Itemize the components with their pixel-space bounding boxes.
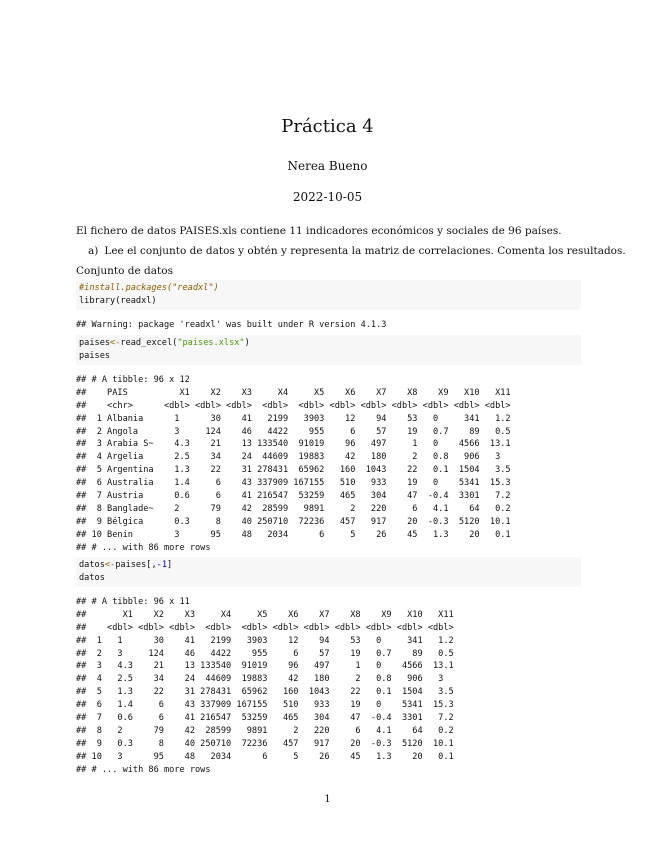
output-tibble-paises	[76, 374, 596, 554]
output-line: ## 7 0.6 6 41 216547 53259 465 304 47 -0.4 3301 7.2	[76, 713, 454, 724]
output-line: ## Warning: package 'readxl' was built under R version 4.1.3	[76, 320, 387, 330]
output-line: ## 2 Angola 3 124 46 4422 955 6 57 19 0.7 89 0.5	[76, 426, 511, 437]
output-line: ## 8 Banglade~ 2 79 42 28599 9891 2 220 6 4.1 64 0.2	[76, 503, 511, 514]
page-number: 1	[324, 794, 331, 805]
output-line: ## 3 Arabia S~ 4.3 21 13 133540 91019 96 497 1 0 4566 13.1	[76, 439, 511, 450]
code-line: datos	[79, 573, 105, 583]
code-token: datos	[79, 560, 105, 570]
document-author: Nerea Bueno	[287, 159, 368, 173]
intro-paragraph: El fichero de datos PAISES.xls contiene 11 indicadores económicos y sociales de 96 países.	[76, 225, 562, 237]
output-line: ## 4 2.5 34 24 44609 19883 42 180 2 0.8 906 3	[76, 674, 444, 685]
output-line: ## 6 Australia 1.4 6 43 337909 167155 510 933 19 0 5341 15.3	[76, 478, 511, 489]
code-token: paises[,	[115, 560, 157, 570]
output-line: ## <chr> <dbl> <dbl> <dbl> <dbl> <dbl> <dbl> <dbl> <dbl> <dbl> <dbl> <dbl>	[76, 400, 511, 411]
output-line: ## 5 Argentina 1.3 22 31 278431 65962 160 1043 22 0.1 1504 3.5	[76, 465, 511, 476]
document-date: 2022-10-05	[292, 190, 363, 204]
output-line: ## 5 1.3 22 31 278431 65962 160 1043 22 0.1 1504 3.5	[76, 687, 454, 698]
output-line: ## # ... with 86 more rows	[76, 542, 211, 553]
output-line: ## 3 4.3 21 13 133540 91019 96 497 1 0 4566 13.1	[76, 661, 454, 672]
output-line: ## 4 Argelia 2.5 34 24 44609 19883 42 180 2 0.8 906 3	[76, 452, 501, 463]
output-line: ## 2 3 124 46 4422 955 6 57 19 0.7 89 0.5	[76, 648, 454, 659]
code-block-datos	[76, 557, 581, 587]
code-token: "paises.xlsx"	[177, 338, 245, 348]
code-token: paises	[79, 338, 111, 348]
output-line: ## PAIS X1 X2 X3 X4 X5 X6 X7 X8 X9 X10 X11	[76, 387, 511, 398]
output-line: ## 10 3 95 48 2034 6 5 26 45 1.3 20 0.1	[76, 751, 454, 762]
code-token: <-	[110, 338, 121, 348]
output-line: ## <dbl> <dbl> <dbl> <dbl> <dbl> <dbl> <dbl> <dbl> <dbl> <dbl> <dbl>	[76, 622, 454, 633]
exercise-item	[88, 244, 626, 258]
output-line: ## X1 X2 X3 X4 X5 X6 X7 X8 X9 X10 X11	[76, 609, 454, 620]
output-line: ## 9 0.3 8 40 250710 72236 457 917 20 -0.3 5120 10.1	[76, 738, 454, 749]
code-line: paises	[79, 351, 111, 361]
code-line	[79, 337, 578, 350]
exercise-text: Lee el conjunto de datos y obtén y representa la matriz de correlaciones. Comenta los resultados.	[104, 245, 626, 257]
output-tibble-datos	[76, 596, 596, 776]
output-line: ## 9 Bélgica 0.3 8 40 250710 72236 457 917 20 -0.3 5120 10.1	[76, 516, 511, 527]
code-token: read_excel(	[120, 338, 178, 348]
output-line: ## 10 Benin 3 95 48 2034 6 5 26 45 1.3 20 0.1	[76, 529, 511, 540]
output-line: ## 8 2 79 42 28599 9891 2 220 6 4.1 64 0.2	[76, 725, 454, 736]
output-line: ## 1 1 30 41 2199 3903 12 94 53 0 341 1.2	[76, 635, 454, 646]
output-line: ## # A tibble: 96 x 11	[76, 597, 190, 607]
code-token: <-	[104, 560, 116, 570]
code-block-read-excel	[76, 335, 581, 365]
code-block-install	[76, 280, 581, 310]
output-line: ## 6 1.4 6 43 337909 167155 510 933 19 0 5341 15.3	[76, 700, 454, 711]
output-warning	[76, 319, 596, 332]
output-line: ## # A tibble: 96 x 12	[76, 375, 190, 385]
code-line: library(readxl)	[79, 296, 157, 306]
code-token: )	[244, 338, 250, 348]
output-line: ## 1 Albania 1 30 41 2199 3903 12 94 53 0 341 1.2	[76, 413, 511, 424]
output-line: ## 7 Austria 0.6 6 41 216547 53259 465 304 47 -0.4 3301 7.2	[76, 491, 511, 502]
document-title: Práctica 4	[281, 116, 374, 137]
output-line: ## # ... with 86 more rows	[76, 764, 211, 775]
code-token: -1	[156, 560, 167, 570]
exercise-marker: a)	[88, 245, 99, 257]
code-line	[79, 559, 578, 572]
section-label: Conjunto de datos	[76, 265, 173, 277]
code-line: #install.packages("readxl")	[79, 283, 219, 293]
code-token: ]	[167, 560, 173, 570]
